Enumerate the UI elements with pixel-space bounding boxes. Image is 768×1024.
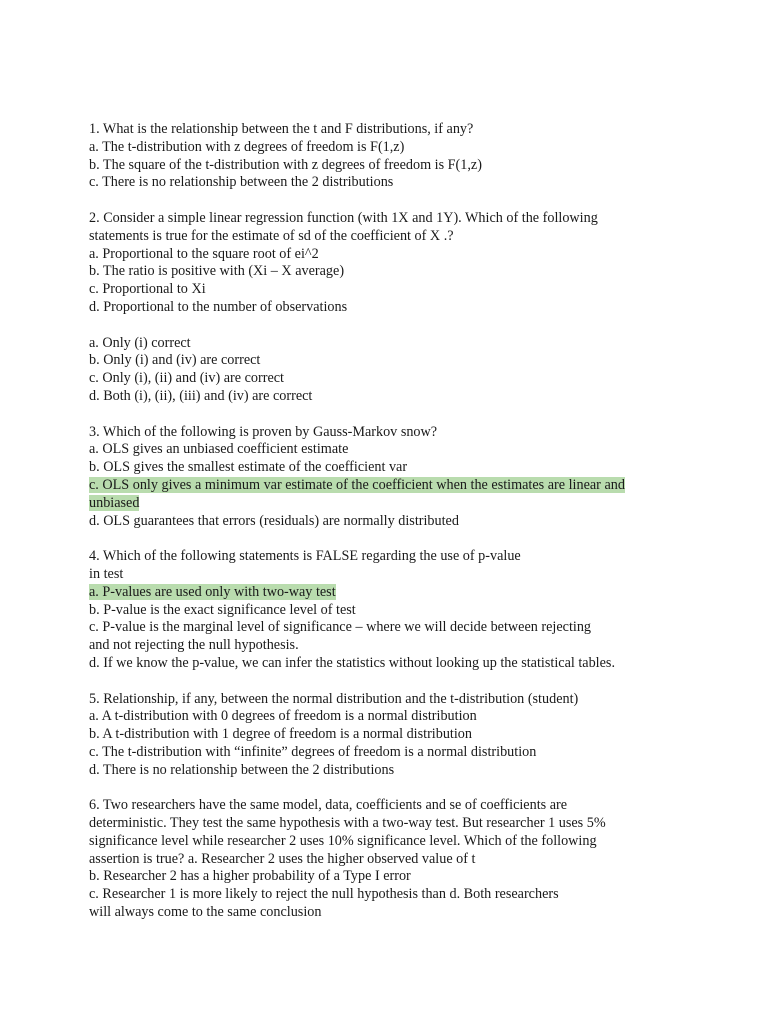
- question-1-option-b: b. The square of the t-distribution with z degrees of freedom is F(1,z): [89, 156, 482, 173]
- highlighted-answer: unbiased: [89, 494, 140, 511]
- question-6-prompt-line-3: significance level while researcher 2 uses 10% significance level. Which of the following: [89, 832, 597, 849]
- question-1-prompt: 1. What is the relationship between the t and F distributions, if any?: [89, 121, 474, 137]
- question-3-option-c-line-2: [89, 495, 689, 513]
- question-5-option-d: d. There is no relationship between the 2 distributions: [89, 761, 395, 778]
- spacer: [89, 317, 689, 335]
- highlighted-answer: a. P-values are used only with two-way test: [89, 583, 336, 600]
- question-2-option-b: b. The ratio is positive with (Xi – X average): [89, 263, 345, 280]
- spacer: [89, 530, 689, 548]
- question-5-prompt: 5. Relationship, if any, between the normal distribution and the t-distribution (student): [89, 690, 579, 707]
- spacer: [89, 673, 689, 691]
- question-4-option-a: [89, 584, 689, 602]
- question-2-sub-options: [89, 335, 689, 406]
- quiz-content: [89, 121, 689, 922]
- question-6-prompt-line-1: 6. Two researchers have the same model, data, coefficients and se of coefficients are: [89, 797, 568, 814]
- question-5-option-b: b. A t-distribution with 1 degree of freedom is a normal distribution: [89, 726, 472, 743]
- sub-option-a: a. Only (i) correct: [89, 334, 191, 351]
- sub-option-d: d. Both (i), (ii), (iii) and (iv) are correct: [89, 387, 313, 404]
- highlighted-answer: c. OLS only gives a minimum var estimate of the coefficient when the estimates are linear and: [89, 476, 625, 493]
- question-2-option-c: c. Proportional to Xi: [89, 281, 206, 298]
- question-3-option-b: b. OLS gives the smallest estimate of the coefficient var: [89, 459, 408, 476]
- question-3-option-c-line-1: [89, 477, 689, 495]
- question-1: [89, 121, 689, 192]
- spacer: [89, 192, 689, 210]
- question-1-option-c: c. There is no relationship between the 2 distributions: [89, 174, 394, 191]
- question-4: [89, 548, 689, 673]
- question-3-option-a: a. OLS gives an unbiased coefficient estimate: [89, 441, 349, 458]
- question-4-option-c-line-2: and not rejecting the null hypothesis.: [89, 637, 299, 654]
- question-4-option-c-line-1: c. P-value is the marginal level of significance – where we will decide between rejecting: [89, 619, 592, 636]
- question-2-prompt-line-2: statements is true for the estimate of sd of the coefficient of X .?: [89, 227, 454, 244]
- sub-option-b: b. Only (i) and (iv) are correct: [89, 352, 261, 369]
- question-3-option-d: d. OLS guarantees that errors (residuals) are normally distributed: [89, 512, 459, 529]
- sub-option-c: c. Only (i), (ii) and (iv) are correct: [89, 370, 284, 387]
- question-1-option-a: a. The t-distribution with z degrees of freedom is F(1,z): [89, 138, 405, 155]
- spacer: [89, 779, 689, 797]
- question-4-option-d: d. If we know the p-value, we can infer the statistics without looking up the statistical tables.: [89, 654, 615, 671]
- question-2-prompt-line-1: 2. Consider a simple linear regression function (with 1X and 1Y). Which of the following: [89, 209, 598, 226]
- question-5-option-c: c. The t-distribution with “infinite” degrees of freedom is a normal distribution: [89, 743, 537, 760]
- question-4-option-b: b. P-value is the exact significance level of test: [89, 601, 356, 618]
- question-2-option-d: d. Proportional to the number of observations: [89, 298, 348, 315]
- question-6-prompt-line-2: deterministic. They test the same hypothesis with a two-way test. But researcher 1 uses 5%: [89, 815, 606, 832]
- question-6-option-c: c. Researcher 1 is more likely to reject the null hypothesis than d. Both researchers: [89, 886, 559, 903]
- question-3-prompt: 3. Which of the following is proven by Gauss-Markov snow?: [89, 423, 438, 440]
- question-4-prompt-line-1: 4. Which of the following statements is FALSE regarding the use of p-value: [89, 548, 521, 565]
- question-4-prompt-line-2: in test: [89, 565, 124, 582]
- question-2: [89, 210, 689, 317]
- question-6-option-b: b. Researcher 2 has a higher probability of a Type I error: [89, 868, 411, 885]
- question-2-option-a: a. Proportional to the square root of ei^2: [89, 245, 319, 262]
- question-6-option-d: will always come to the same conclusion: [89, 904, 322, 921]
- question-5: [89, 691, 689, 780]
- question-3: [89, 424, 689, 531]
- question-6-prompt-line-4: assertion is true? a. Researcher 2 uses the higher observed value of t: [89, 850, 476, 867]
- question-6: [89, 797, 689, 922]
- spacer: [89, 406, 689, 424]
- question-5-option-a: a. A t-distribution with 0 degrees of freedom is a normal distribution: [89, 708, 477, 725]
